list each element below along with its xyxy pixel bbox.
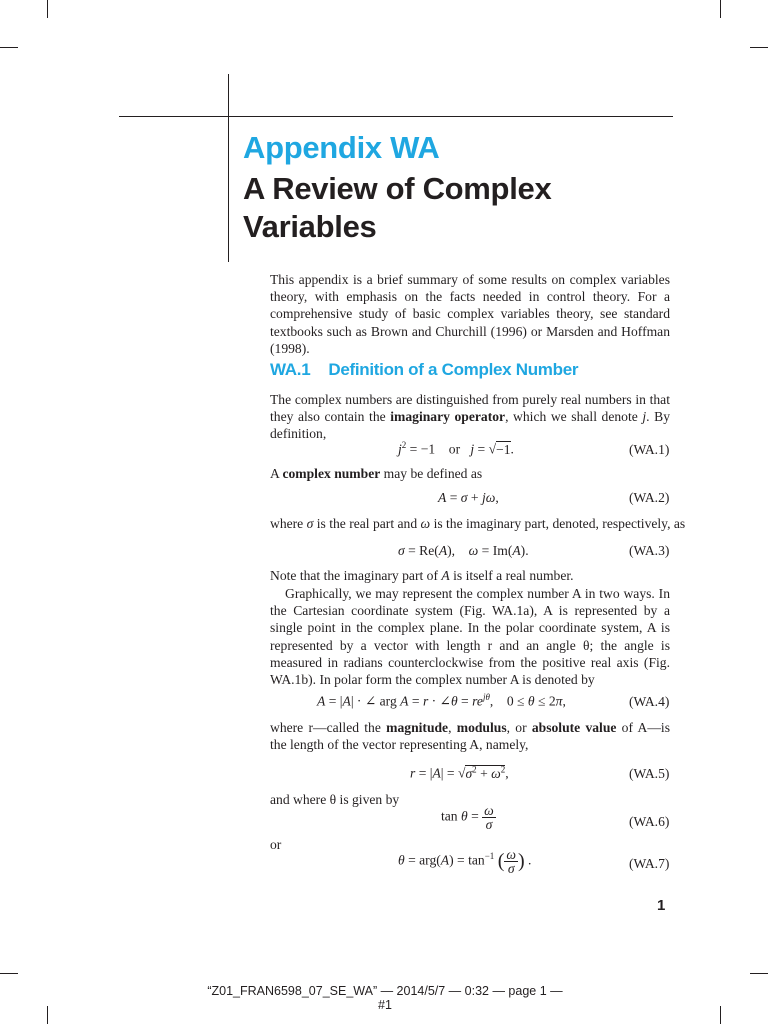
paragraph-where-sigma: where σ is the real part and ω is the imaginary part, denoted, respectively, as — [270, 516, 686, 531]
chapter-rule-horizontal — [119, 116, 673, 117]
equation-number: (WA.6) — [629, 814, 670, 829]
equation-wa2: A = σ + jω, — [438, 490, 499, 505]
equation-wa3: σ = Re(A), ω = Im(A). — [398, 543, 529, 558]
crop-mark — [720, 1006, 721, 1024]
crop-mark — [0, 973, 18, 974]
paragraph-definition: The complex numbers are distinguished from purely real numbers in that they also contain the imaginary operator, which we shall denote j. By definition, — [270, 392, 671, 442]
equation-number: (WA.7) — [629, 856, 670, 871]
paragraph-complex-number: A complex number may be defined as — [270, 466, 483, 481]
equation-number: (WA.1) — [629, 442, 670, 457]
crop-mark — [720, 0, 721, 18]
paragraph-or: or — [270, 837, 282, 852]
paragraph-magnitude: where r—called the magnitude, modulus, or absolute value of A—is the length of the vector representing A, namely, — [270, 720, 670, 753]
equation-wa7: $\theta = arg(A) = \tan^{-1}$ ( $\frac{\omega}{\sigma}$ ) . — [398, 847, 532, 876]
section-heading — [270, 360, 578, 380]
crop-mark — [750, 47, 768, 48]
paragraph-graphical: Graphically, we may represent the complex number A in two ways. In the Cartesian coordinate system (Fig. WA.1a), A is represented by a single point in the complex plane. In the polar coordinate system, A is represented by a vector with length r and an angle θ; the angle is measured in radians counterclockwise from the positive real axis (Fig. WA.1b). In polar form the complex number A is denoted by — [270, 586, 670, 688]
paragraph-and-where: and where θ is given by — [270, 792, 400, 807]
section-number: WA.1 — [270, 360, 311, 379]
page-number: 1 — [657, 897, 666, 914]
equation-wa5: $r = |A| = √\sigma^2 + \omega^2$, — [410, 764, 509, 781]
crop-mark — [47, 1006, 48, 1024]
paragraph-note: Note that the imaginary part of A is itself a real number. — [270, 568, 574, 583]
crop-mark — [750, 973, 768, 974]
equation-number: (WA.5) — [629, 766, 670, 781]
crop-mark — [47, 0, 48, 18]
equation-wa1: $j^2 = -1$ or j = √−1. — [398, 440, 514, 457]
equation-wa4: A = |A| · ∠ arg A = r · ∠θ = $re^{j\theta}$, 0 ≤ θ ≤ 2π, — [317, 692, 566, 709]
appendix-title: A Review of Complex Variables — [243, 171, 552, 244]
chapter-rule-vertical — [228, 74, 229, 262]
equation-number: (WA.3) — [629, 543, 670, 558]
appendix-label: Appendix WA — [243, 130, 440, 165]
equation-number: (WA.4) — [629, 694, 670, 709]
section-title: Definition of a Complex Number — [328, 360, 579, 379]
crop-mark — [0, 47, 18, 48]
equation-number: (WA.2) — [629, 490, 670, 505]
equation-wa6: tan θ = $\frac{\omega}{\sigma}$ — [441, 803, 494, 832]
intro-paragraph: This appendix is a brief summary of some results on complex variables theory, with emphasis on the facts needed in control theory. For a comprehensive study of basic complex variables theory, see standard textbooks such as Brown and Churchill (1996) or Marsden and Hoffman (1998). — [270, 272, 670, 356]
footer-slug: “Z01_FRAN6598_07_SE_WA” — 2014/5/7 — 0:32 — page 1 — #1 — [207, 984, 563, 1012]
